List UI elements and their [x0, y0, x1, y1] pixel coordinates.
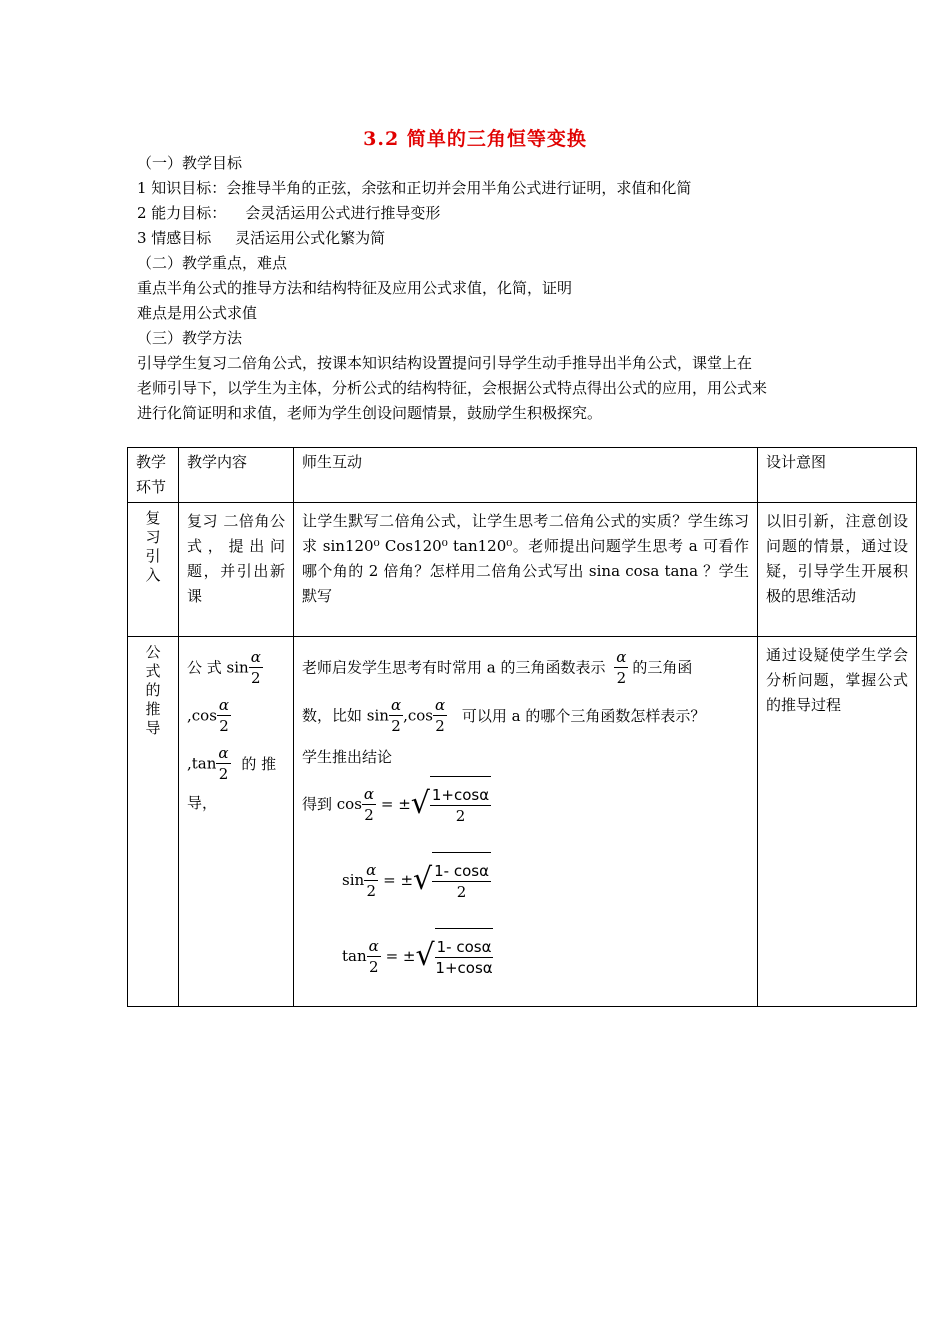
- header-content: 教学内容: [187, 453, 248, 471]
- half-angle-fraction: $\frac{\alpha}{2}$: [616, 648, 627, 687]
- goal-emotion: 3 情感目标 灵活运用公式化繁为简: [137, 229, 386, 247]
- method-line-2: 老师引导下，以学生为主体，分析公式的结构特征，会根据公式特点得出公式的应用，用公式来: [137, 379, 768, 397]
- half-angle-fraction: $\frac{\alpha}{2}$: [250, 648, 261, 687]
- interaction-derivation: 老师启发学生思考有时常用 a 的三角函数表示 $\frac{\alpha}{2}$ 的三角函 数，比如 sin $\frac{\alpha}{2}$ ,cos $\frac{\alpha}{2}$ 可以用 a 的哪个三角函数怎样表示？ 学生推出结论 得到 cos $\frac{\alpha}{2}$ = ±√ $\frac{1+\cos\alpha}{2}$ sin $\frac{\alpha}{2}$ = ±√ $\frac{1- \cos\alpha}{2}$ tan $\frac{\alpha}{2}$ = ±√ $\frac{1- \cos\alpha}{1+\cos\alpha}$: [294, 637, 757, 989]
- page-title: 3.2 简单的三角恒等变换: [363, 128, 587, 150]
- table-header-row: [128, 448, 917, 503]
- stage-review: 复习引入: [145, 509, 161, 584]
- lesson-plan-table: [127, 447, 917, 1007]
- method-line-3: 进行化简证明和求值，老师为学生创设问题情景，鼓励学生积极探究。: [137, 404, 603, 422]
- half-angle-fraction: $\frac{\alpha}{2}$: [218, 744, 229, 783]
- header-interaction: 师生互动: [302, 453, 363, 471]
- stage-derivation: 公式的推导: [145, 643, 161, 737]
- table-row: [128, 503, 917, 637]
- section-heading-key-points: （二）教学重点，难点: [137, 254, 288, 272]
- goal-knowledge: 1 知识目标：会推导半角的正弦，余弦和正切并会用半角公式进行证明，求值和化简: [137, 179, 692, 197]
- half-angle-fraction: $\frac{\alpha}{2}$: [434, 696, 446, 735]
- key-point-text: 重点半角公式的推导方法和结构特征及应用公式求值，化简，证明: [137, 279, 573, 297]
- section-heading-goals: （一）教学目标: [137, 154, 243, 172]
- formula-cos-half: 得到 cos $\frac{\alpha}{2}$ = ±√ $\frac{1+\cos\alpha}{2}$: [302, 775, 749, 831]
- interaction-review: 让学生默写二倍角公式，让学生思考二倍角公式的实质？学生练习求 sin120⁰ Cos120⁰ tan120⁰。老师提出问题学生思考 a 可看作哪个角的 2 倍角？怎样用二倍角公式写出 sina cosa tana ？学生默写: [302, 512, 749, 605]
- content-derivation: 公 式 sin $\frac{\alpha}{2}$ ,cos $\frac{\alpha}{2}$ ,tan $\frac{\alpha}{2}$ 的 推 导，: [187, 648, 277, 812]
- method-line-1: 引导学生复习二倍角公式，按课本知识结构设置提问引导学生动手推导出半角公式，课堂上在: [137, 354, 753, 372]
- content-review: 复习 二倍角公式，提出问题，并引出新课: [187, 512, 285, 605]
- header-stage: 教学环节: [136, 453, 167, 496]
- half-angle-fraction: $\frac{\alpha}{2}$: [218, 696, 230, 735]
- section-heading-method: （三）教学方法: [137, 329, 243, 347]
- intent-derivation: 通过设疑使学生学会分析问题，掌握公式的推导过程: [766, 646, 908, 714]
- goal-ability: 2 能力目标： 会灵活运用公式进行推导变形: [137, 204, 441, 222]
- header-intent: 设计意图: [766, 453, 827, 471]
- half-angle-fraction: $\frac{\alpha}{2}$: [390, 696, 402, 735]
- intent-review: 以旧引新，注意创设问题的情景，通过设疑，引导学生开展积极的思维活动: [766, 512, 908, 605]
- formula-tan-half: tan $\frac{\alpha}{2}$ = ±√ $\frac{1- \cos\alpha}{1+\cos\alpha}$: [302, 927, 749, 983]
- formula-sin-half: sin $\frac{\alpha}{2}$ = ±√ $\frac{1- \cos\alpha}{2}$: [302, 851, 749, 907]
- table-row: [128, 637, 917, 1007]
- difficulty-text: 难点是用公式求值: [137, 304, 258, 322]
